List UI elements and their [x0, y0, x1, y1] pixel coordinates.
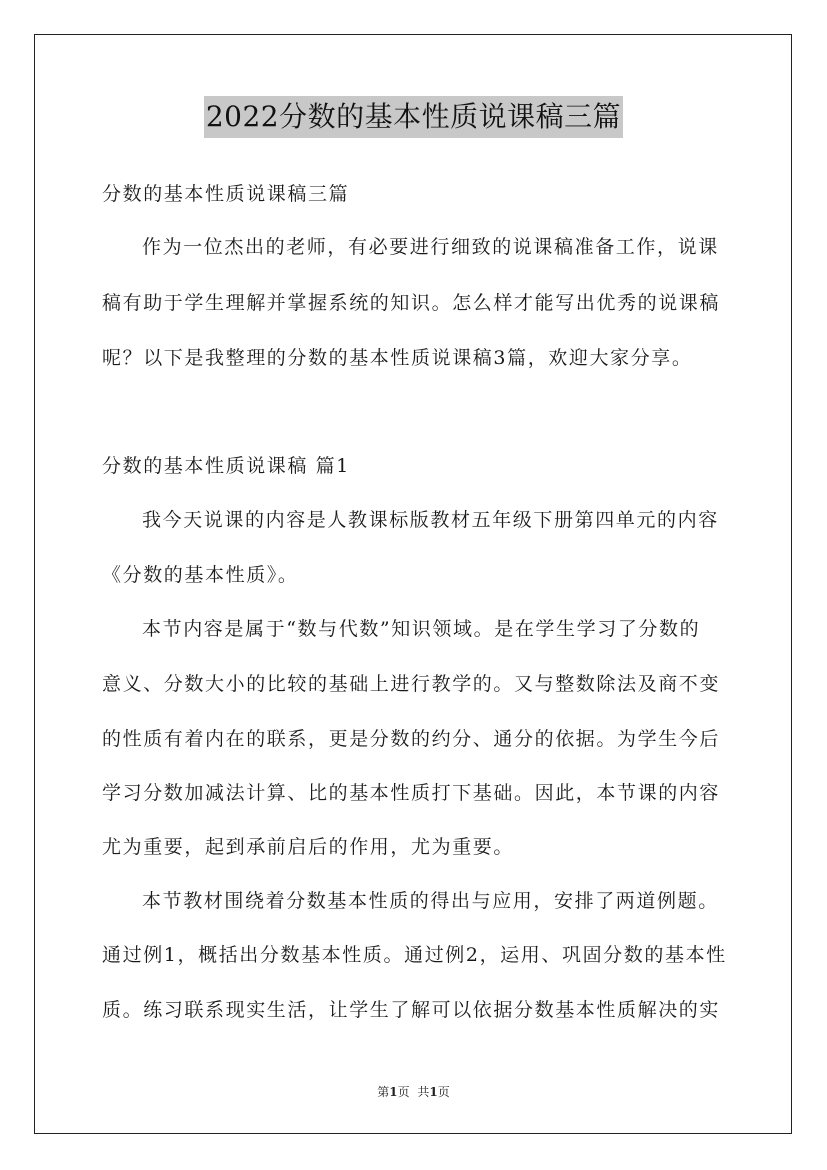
- paragraph-line: 我今天说课的内容是人教课标版教材五年级下册第四单元的内容: [142, 509, 719, 531]
- page-number: 1: [389, 1085, 398, 1099]
- paragraph-line: 呢？以下是我整理的分数的基本性质说课稿3篇，欢迎大家分享。: [102, 347, 693, 369]
- document-title: 2022分数的基本性质说课稿三篇: [204, 96, 623, 138]
- paragraph-line: 《分数的基本性质》。: [102, 564, 299, 586]
- paragraph-line: 意义、分数大小的比较的基础上进行教学的。又与整数除法及商不变: [102, 673, 721, 695]
- page-footer: [0, 1084, 827, 1100]
- title-container: [0, 96, 827, 138]
- paragraph-line: 本节内容是属于“数与代数”知识领域。是在学生学习了分数的: [142, 618, 701, 640]
- paragraph-line: 稿有助于学生理解并掌握系统的知识。怎么样才能写出优秀的说课稿: [102, 292, 721, 314]
- page-label: 第: [377, 1085, 390, 1099]
- paragraph-line: 本节教材围绕着分数基本性质的得出与应用，安排了两道例题。: [142, 890, 719, 912]
- paragraph-line: 质。练习联系现实生活，让学生了解可以依据分数基本性质解决的实: [102, 999, 721, 1021]
- subtitle-line: 分数的基本性质说课稿三篇: [102, 183, 350, 205]
- paragraph-line: 的性质有着内在的联系，更是分数的约分、通分的依据。为学生今后: [102, 728, 721, 750]
- paragraph-line: 学习分数加减法计算、比的基本性质打下基础。因此，本节课的内容: [102, 782, 721, 804]
- total-pages: 1: [429, 1085, 438, 1099]
- paragraph-line: 通过例1，概括出分数基本性质。通过例2，运用、巩固分数的基本性: [102, 944, 727, 966]
- total-label: 共: [417, 1085, 430, 1099]
- section-heading: 分数的基本性质说课稿 篇1: [102, 455, 350, 477]
- page-label-suffix: 页: [397, 1085, 410, 1099]
- paragraph-line: 作为一位杰出的老师，有必要进行细致的说课稿准备工作，说课: [142, 236, 719, 258]
- paragraph-line: 尤为重要，起到承前启后的作用，尤为重要。: [102, 836, 515, 858]
- total-label-suffix: 页: [437, 1085, 450, 1099]
